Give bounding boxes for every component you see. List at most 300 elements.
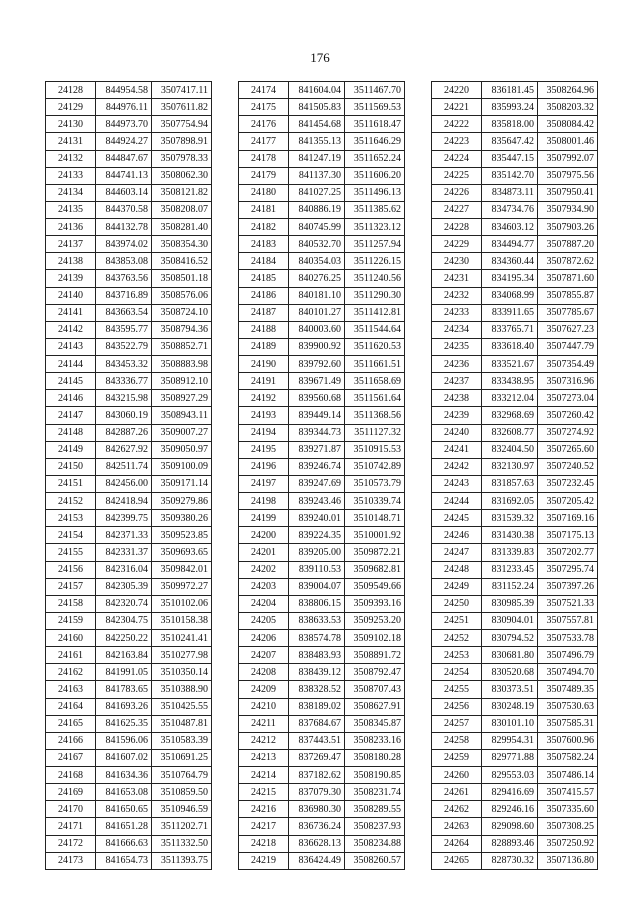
y-coordinate-cell: 3510487.81	[152, 715, 212, 732]
x-coordinate-cell: 834195.34	[482, 270, 538, 287]
table-row	[46, 407, 212, 424]
x-coordinate-cell: 838574.78	[289, 630, 345, 647]
y-coordinate-cell: 3507169.16	[538, 510, 598, 527]
y-coordinate-cell: 3508707.43	[345, 681, 405, 698]
table-row	[239, 664, 405, 681]
table-row	[432, 647, 598, 664]
x-coordinate-cell: 841693.26	[96, 698, 152, 715]
point-id-cell: 24128	[46, 82, 96, 99]
y-coordinate-cell: 3509523.85	[152, 527, 212, 544]
y-coordinate-cell: 3511661.51	[345, 356, 405, 373]
x-coordinate-cell: 839110.53	[289, 561, 345, 578]
y-coordinate-cell: 3510573.79	[345, 475, 405, 492]
coordinate-table-right	[431, 81, 598, 870]
point-id-cell: 24182	[239, 219, 289, 236]
x-coordinate-cell: 841783.65	[96, 681, 152, 698]
point-id-cell: 24220	[432, 82, 482, 99]
point-id-cell: 24202	[239, 561, 289, 578]
x-coordinate-cell: 836424.49	[289, 852, 345, 869]
point-id-cell: 24145	[46, 373, 96, 390]
y-coordinate-cell: 3511652.24	[345, 150, 405, 167]
point-id-cell: 24175	[239, 99, 289, 116]
x-coordinate-cell: 843853.08	[96, 253, 152, 270]
x-coordinate-cell: 842331.37	[96, 544, 152, 561]
point-id-cell: 24183	[239, 236, 289, 253]
x-coordinate-cell: 834734.76	[482, 201, 538, 218]
point-id-cell: 24207	[239, 647, 289, 664]
y-coordinate-cell: 3510915.53	[345, 441, 405, 458]
table-row	[432, 784, 598, 801]
x-coordinate-cell: 843974.02	[96, 236, 152, 253]
x-coordinate-cell: 841137.30	[289, 167, 345, 184]
point-id-cell: 24152	[46, 493, 96, 510]
x-coordinate-cell: 840886.19	[289, 201, 345, 218]
point-id-cell: 24162	[46, 664, 96, 681]
point-id-cell: 24132	[46, 150, 96, 167]
y-coordinate-cell: 3511290.30	[345, 287, 405, 304]
point-id-cell: 24242	[432, 458, 482, 475]
y-coordinate-cell: 3507887.20	[538, 236, 598, 253]
table-row	[239, 818, 405, 835]
y-coordinate-cell: 3509171.14	[152, 475, 212, 492]
point-id-cell: 24212	[239, 732, 289, 749]
table-row	[46, 767, 212, 784]
y-coordinate-cell: 3510583.39	[152, 732, 212, 749]
y-coordinate-cell: 3508289.55	[345, 801, 405, 818]
table-row	[46, 698, 212, 715]
y-coordinate-cell: 3511569.53	[345, 99, 405, 116]
x-coordinate-cell: 838483.93	[289, 647, 345, 664]
point-id-cell: 24133	[46, 167, 96, 184]
x-coordinate-cell: 834494.77	[482, 236, 538, 253]
table-row	[239, 424, 405, 441]
x-coordinate-cell: 842627.92	[96, 441, 152, 458]
y-coordinate-cell: 3511561.64	[345, 390, 405, 407]
x-coordinate-cell: 830681.80	[482, 647, 538, 664]
table-row	[432, 304, 598, 321]
table-row	[239, 253, 405, 270]
x-coordinate-cell: 843522.79	[96, 338, 152, 355]
y-coordinate-cell: 3507250.92	[538, 835, 598, 852]
y-coordinate-cell: 3508891.72	[345, 647, 405, 664]
table-row	[46, 253, 212, 270]
x-coordinate-cell: 835447.15	[482, 150, 538, 167]
table-row	[46, 150, 212, 167]
point-id-cell: 24236	[432, 356, 482, 373]
point-id-cell: 24254	[432, 664, 482, 681]
table-row	[432, 527, 598, 544]
x-coordinate-cell: 840745.99	[289, 219, 345, 236]
y-coordinate-cell: 3507260.42	[538, 407, 598, 424]
table-row	[46, 818, 212, 835]
x-coordinate-cell: 837079.30	[289, 784, 345, 801]
point-id-cell: 24210	[239, 698, 289, 715]
y-coordinate-cell: 3507898.91	[152, 133, 212, 150]
x-coordinate-cell: 830373.51	[482, 681, 538, 698]
table-row	[46, 458, 212, 475]
x-coordinate-cell: 832404.50	[482, 441, 538, 458]
y-coordinate-cell: 3507978.33	[152, 150, 212, 167]
table-row	[432, 767, 598, 784]
point-id-cell: 24148	[46, 424, 96, 441]
table-row	[432, 852, 598, 869]
x-coordinate-cell: 841027.25	[289, 184, 345, 201]
table-row	[432, 698, 598, 715]
point-id-cell: 24160	[46, 630, 96, 647]
point-id-cell: 24226	[432, 184, 482, 201]
point-id-cell: 24185	[239, 270, 289, 287]
point-id-cell: 24245	[432, 510, 482, 527]
table-row	[432, 561, 598, 578]
point-id-cell: 24143	[46, 338, 96, 355]
x-coordinate-cell: 833618.40	[482, 338, 538, 355]
point-id-cell: 24193	[239, 407, 289, 424]
y-coordinate-cell: 3508943.11	[152, 407, 212, 424]
table-row	[239, 732, 405, 749]
point-id-cell: 24257	[432, 715, 482, 732]
table-row	[239, 390, 405, 407]
point-id-cell: 24147	[46, 407, 96, 424]
table-row	[239, 441, 405, 458]
y-coordinate-cell: 3507273.04	[538, 390, 598, 407]
table-row	[46, 167, 212, 184]
y-coordinate-cell: 3507611.82	[152, 99, 212, 116]
y-coordinate-cell: 3507308.25	[538, 818, 598, 835]
x-coordinate-cell: 829416.69	[482, 784, 538, 801]
x-coordinate-cell: 831152.24	[482, 578, 538, 595]
table-row	[46, 424, 212, 441]
table-row	[46, 304, 212, 321]
y-coordinate-cell: 3507903.26	[538, 219, 598, 236]
y-coordinate-cell: 3509380.26	[152, 510, 212, 527]
point-id-cell: 24179	[239, 167, 289, 184]
y-coordinate-cell: 3509007.27	[152, 424, 212, 441]
y-coordinate-cell: 3511606.20	[345, 167, 405, 184]
y-coordinate-cell: 3511127.32	[345, 424, 405, 441]
x-coordinate-cell: 830248.19	[482, 698, 538, 715]
x-coordinate-cell: 844370.58	[96, 201, 152, 218]
x-coordinate-cell: 830520.68	[482, 664, 538, 681]
point-id-cell: 24166	[46, 732, 96, 749]
y-coordinate-cell: 3510764.79	[152, 767, 212, 784]
table-row	[46, 544, 212, 561]
x-coordinate-cell: 839900.92	[289, 338, 345, 355]
x-coordinate-cell: 831857.63	[482, 475, 538, 492]
table-row	[239, 150, 405, 167]
x-coordinate-cell: 837269.47	[289, 749, 345, 766]
table-row	[432, 287, 598, 304]
y-coordinate-cell: 3507265.60	[538, 441, 598, 458]
x-coordinate-cell: 841604.04	[289, 82, 345, 99]
table-row	[239, 561, 405, 578]
point-id-cell: 24188	[239, 321, 289, 338]
point-id-cell: 24205	[239, 612, 289, 629]
table-row	[46, 510, 212, 527]
table-row	[432, 475, 598, 492]
y-coordinate-cell: 3508724.10	[152, 304, 212, 321]
x-coordinate-cell: 839243.46	[289, 493, 345, 510]
table-row	[239, 116, 405, 133]
table-row	[432, 801, 598, 818]
table-row	[432, 681, 598, 698]
point-id-cell: 24229	[432, 236, 482, 253]
x-coordinate-cell: 839224.35	[289, 527, 345, 544]
x-coordinate-cell: 838189.02	[289, 698, 345, 715]
y-coordinate-cell: 3507354.49	[538, 356, 598, 373]
x-coordinate-cell: 844132.78	[96, 219, 152, 236]
y-coordinate-cell: 3507486.14	[538, 767, 598, 784]
point-id-cell: 24194	[239, 424, 289, 441]
table-row	[46, 82, 212, 99]
table-row	[46, 801, 212, 818]
x-coordinate-cell: 840181.10	[289, 287, 345, 304]
point-id-cell: 24130	[46, 116, 96, 133]
table-row	[46, 852, 212, 869]
x-coordinate-cell: 843336.77	[96, 373, 152, 390]
x-coordinate-cell: 833911.65	[482, 304, 538, 321]
x-coordinate-cell: 840532.70	[289, 236, 345, 253]
table-row	[432, 184, 598, 201]
table-row	[432, 424, 598, 441]
point-id-cell: 24218	[239, 835, 289, 852]
point-id-cell: 24142	[46, 321, 96, 338]
x-coordinate-cell: 839271.87	[289, 441, 345, 458]
point-id-cell: 24191	[239, 373, 289, 390]
point-id-cell: 24197	[239, 475, 289, 492]
point-id-cell: 24149	[46, 441, 96, 458]
x-coordinate-cell: 838439.12	[289, 664, 345, 681]
table-row	[239, 749, 405, 766]
x-coordinate-cell: 836628.13	[289, 835, 345, 852]
x-coordinate-cell: 832608.77	[482, 424, 538, 441]
table-row	[239, 356, 405, 373]
y-coordinate-cell: 3510691.25	[152, 749, 212, 766]
point-id-cell: 24167	[46, 749, 96, 766]
y-coordinate-cell: 3509682.81	[345, 561, 405, 578]
y-coordinate-cell: 3511226.15	[345, 253, 405, 270]
y-coordinate-cell: 3510350.14	[152, 664, 212, 681]
table-row	[46, 236, 212, 253]
table-row	[432, 441, 598, 458]
point-id-cell: 24173	[46, 852, 96, 869]
point-id-cell: 24234	[432, 321, 482, 338]
y-coordinate-cell: 3507530.63	[538, 698, 598, 715]
table-row	[239, 835, 405, 852]
x-coordinate-cell: 839449.14	[289, 407, 345, 424]
y-coordinate-cell: 3507489.35	[538, 681, 598, 698]
x-coordinate-cell: 829771.88	[482, 749, 538, 766]
table-row	[46, 715, 212, 732]
point-id-cell: 24171	[46, 818, 96, 835]
x-coordinate-cell: 831430.38	[482, 527, 538, 544]
y-coordinate-cell: 3511323.12	[345, 219, 405, 236]
y-coordinate-cell: 3511368.56	[345, 407, 405, 424]
point-id-cell: 24156	[46, 561, 96, 578]
x-coordinate-cell: 837443.51	[289, 732, 345, 749]
x-coordinate-cell: 839240.01	[289, 510, 345, 527]
y-coordinate-cell: 3509549.66	[345, 578, 405, 595]
point-id-cell: 24184	[239, 253, 289, 270]
point-id-cell: 24139	[46, 270, 96, 287]
coordinate-table-middle	[238, 81, 405, 870]
point-id-cell: 24180	[239, 184, 289, 201]
table-row	[239, 647, 405, 664]
point-id-cell: 24258	[432, 732, 482, 749]
y-coordinate-cell: 3509872.21	[345, 544, 405, 561]
table-row	[239, 219, 405, 236]
y-coordinate-cell: 3507415.57	[538, 784, 598, 801]
point-id-cell: 24232	[432, 287, 482, 304]
x-coordinate-cell: 844976.11	[96, 99, 152, 116]
x-coordinate-cell: 842304.75	[96, 612, 152, 629]
table-row	[46, 578, 212, 595]
y-coordinate-cell: 3511646.29	[345, 133, 405, 150]
x-coordinate-cell: 844954.58	[96, 82, 152, 99]
table-row	[432, 458, 598, 475]
y-coordinate-cell: 3509102.18	[345, 630, 405, 647]
table-row	[239, 767, 405, 784]
point-id-cell: 24144	[46, 356, 96, 373]
x-coordinate-cell: 831339.83	[482, 544, 538, 561]
y-coordinate-cell: 3507521.33	[538, 595, 598, 612]
x-coordinate-cell: 831233.45	[482, 561, 538, 578]
x-coordinate-cell: 838328.52	[289, 681, 345, 698]
table-row	[432, 133, 598, 150]
table-row	[432, 253, 598, 270]
x-coordinate-cell: 841505.83	[289, 99, 345, 116]
table-row	[432, 407, 598, 424]
x-coordinate-cell: 835818.00	[482, 116, 538, 133]
y-coordinate-cell: 3511544.64	[345, 321, 405, 338]
x-coordinate-cell: 839205.00	[289, 544, 345, 561]
y-coordinate-cell: 3507494.70	[538, 664, 598, 681]
point-id-cell: 24164	[46, 698, 96, 715]
y-coordinate-cell: 3511257.94	[345, 236, 405, 253]
x-coordinate-cell: 834068.99	[482, 287, 538, 304]
x-coordinate-cell: 842320.74	[96, 595, 152, 612]
table-row	[432, 835, 598, 852]
x-coordinate-cell: 838806.15	[289, 595, 345, 612]
x-coordinate-cell: 839792.60	[289, 356, 345, 373]
x-coordinate-cell: 843215.98	[96, 390, 152, 407]
point-id-cell: 24155	[46, 544, 96, 561]
y-coordinate-cell: 3510277.98	[152, 647, 212, 664]
y-coordinate-cell: 3508234.88	[345, 835, 405, 852]
point-id-cell: 24248	[432, 561, 482, 578]
y-coordinate-cell: 3511202.71	[152, 818, 212, 835]
table-row	[432, 664, 598, 681]
table-row	[46, 835, 212, 852]
y-coordinate-cell: 3511385.62	[345, 201, 405, 218]
table-row	[46, 373, 212, 390]
point-id-cell: 24129	[46, 99, 96, 116]
x-coordinate-cell: 842250.22	[96, 630, 152, 647]
y-coordinate-cell: 3508345.87	[345, 715, 405, 732]
y-coordinate-cell: 3508927.29	[152, 390, 212, 407]
table-row	[46, 287, 212, 304]
y-coordinate-cell: 3510339.74	[345, 493, 405, 510]
table-row	[46, 527, 212, 544]
point-id-cell: 24247	[432, 544, 482, 561]
point-id-cell: 24153	[46, 510, 96, 527]
y-coordinate-cell: 3507447.79	[538, 338, 598, 355]
table-row	[239, 801, 405, 818]
y-coordinate-cell: 3509842.01	[152, 561, 212, 578]
table-row	[46, 184, 212, 201]
table-row	[432, 356, 598, 373]
y-coordinate-cell: 3508354.30	[152, 236, 212, 253]
point-id-cell: 24140	[46, 287, 96, 304]
y-coordinate-cell: 3508281.40	[152, 219, 212, 236]
point-id-cell: 24249	[432, 578, 482, 595]
table-row	[432, 818, 598, 835]
point-id-cell: 24213	[239, 749, 289, 766]
point-id-cell: 24224	[432, 150, 482, 167]
x-coordinate-cell: 844741.13	[96, 167, 152, 184]
point-id-cell: 24215	[239, 784, 289, 801]
y-coordinate-cell: 3509050.97	[152, 441, 212, 458]
table-row	[239, 338, 405, 355]
y-coordinate-cell: 3508794.36	[152, 321, 212, 338]
point-id-cell: 24169	[46, 784, 96, 801]
y-coordinate-cell: 3508001.46	[538, 133, 598, 150]
table-row	[46, 681, 212, 698]
point-id-cell: 24251	[432, 612, 482, 629]
point-id-cell: 24228	[432, 219, 482, 236]
x-coordinate-cell: 833212.04	[482, 390, 538, 407]
y-coordinate-cell: 3511393.75	[152, 852, 212, 869]
point-id-cell: 24190	[239, 356, 289, 373]
point-id-cell: 24240	[432, 424, 482, 441]
point-id-cell: 24134	[46, 184, 96, 201]
table-row	[432, 116, 598, 133]
y-coordinate-cell: 3507855.87	[538, 287, 598, 304]
table-row	[432, 390, 598, 407]
y-coordinate-cell: 3507175.13	[538, 527, 598, 544]
x-coordinate-cell: 841625.35	[96, 715, 152, 732]
table-row	[46, 390, 212, 407]
x-coordinate-cell: 839671.49	[289, 373, 345, 390]
y-coordinate-cell: 3507934.90	[538, 201, 598, 218]
point-id-cell: 24163	[46, 681, 96, 698]
point-id-cell: 24225	[432, 167, 482, 184]
y-coordinate-cell: 3507627.23	[538, 321, 598, 338]
table-row	[46, 133, 212, 150]
x-coordinate-cell: 831692.05	[482, 493, 538, 510]
x-coordinate-cell: 836736.24	[289, 818, 345, 835]
point-id-cell: 24150	[46, 458, 96, 475]
point-id-cell: 24201	[239, 544, 289, 561]
table-row	[239, 612, 405, 629]
point-id-cell: 24235	[432, 338, 482, 355]
x-coordinate-cell: 844847.67	[96, 150, 152, 167]
table-row	[239, 184, 405, 201]
point-id-cell: 24230	[432, 253, 482, 270]
table-row	[432, 270, 598, 287]
x-coordinate-cell: 842305.39	[96, 578, 152, 595]
x-coordinate-cell: 840101.27	[289, 304, 345, 321]
y-coordinate-cell: 3507295.74	[538, 561, 598, 578]
x-coordinate-cell: 830794.52	[482, 630, 538, 647]
x-coordinate-cell: 839004.07	[289, 578, 345, 595]
x-coordinate-cell: 841653.08	[96, 784, 152, 801]
table-row	[46, 99, 212, 116]
table-row	[432, 612, 598, 629]
point-id-cell: 24262	[432, 801, 482, 818]
table-row	[432, 201, 598, 218]
y-coordinate-cell: 3508852.71	[152, 338, 212, 355]
y-coordinate-cell: 3508190.85	[345, 767, 405, 784]
